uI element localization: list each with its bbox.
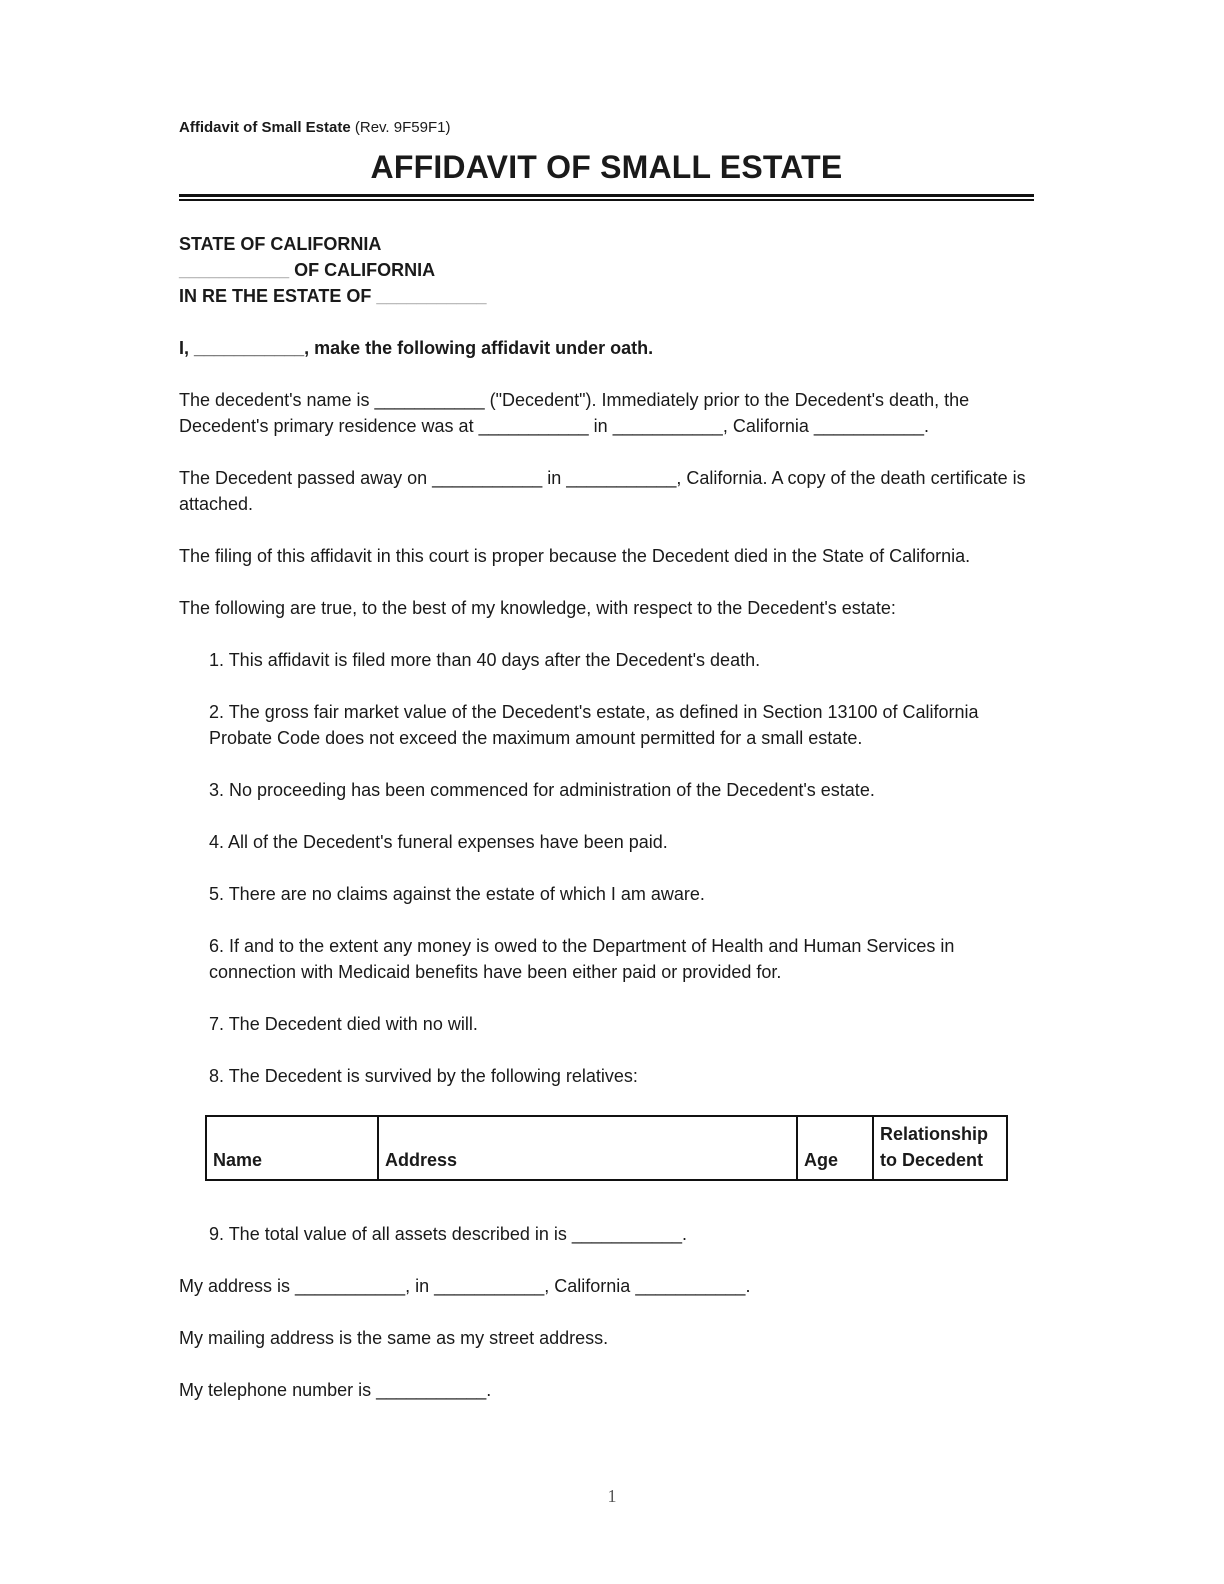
document-title: AFFIDAVIT OF SMALL ESTATE [370, 149, 843, 185]
caption-state: STATE OF CALIFORNIA [179, 234, 382, 254]
list-item: 8. The Decedent is survived by the following relatives: [209, 1066, 638, 1086]
list-item: 9. The total value of all assets described in is ___________. [209, 1224, 687, 1244]
relatives-table [205, 1115, 1008, 1181]
caption-county [179, 257, 1034, 283]
county-label: OF CALIFORNIA [289, 260, 436, 280]
passed-away-paragraph: The Decedent passed away on ___________ in ___________, California. A copy of the death certificate is attached. [179, 468, 1026, 514]
col-header-relationship: Relationship to Decedent [873, 1116, 1007, 1180]
address-paragraph: My address is ___________, in ___________, California ___________. [179, 1276, 751, 1296]
oath-statement: I, ___________, make the following affidavit under oath. [179, 338, 654, 358]
list-item: 1. This affidavit is filed more than 40 days after the Decedent's death. [209, 650, 761, 670]
list-item: 6. If and to the extent any money is owed to the Department of Health and Human Services in connection with Medicaid benefits have been either paid or provided for. [209, 936, 955, 982]
page-number: 1 [607, 1486, 617, 1506]
form-revision: (Rev. 9F59F1) [354, 119, 451, 136]
list-item: 2. The gross fair market value of the Decedent's estate, as defined in Section 13100 of California Probate Code does not exceed the maximum amount permitted for a small estate. [209, 702, 979, 748]
title-rule [179, 194, 1034, 201]
col-header-address: Address [378, 1116, 797, 1180]
following-paragraph: The following are true, to the best of my knowledge, with respect to the Decedent's estate: [179, 598, 896, 618]
estate-blank[interactable]: ___________ [376, 286, 487, 306]
table-header-row [206, 1116, 1007, 1180]
list-item: 7. The Decedent died with no will. [209, 1014, 478, 1034]
form-name: Affidavit of Small Estate [179, 119, 351, 136]
col-header-age: Age [797, 1116, 873, 1180]
decedent-name-paragraph: The decedent's name is ___________ ("Decedent"). Immediately prior to the Decedent's death, the Decedent's primary residence was at ___________ in ___________, California ___________. [179, 390, 970, 436]
case-caption [179, 231, 1034, 309]
col-header-name: Name [206, 1116, 378, 1180]
list-item: 4. All of the Decedent's funeral expenses have been paid. [209, 832, 668, 852]
county-blank[interactable]: ___________ [179, 260, 290, 280]
telephone-paragraph: My telephone number is ___________. [179, 1380, 492, 1400]
filing-paragraph: The filing of this affidavit in this court is proper because the Decedent died in the State of California. [179, 546, 971, 566]
caption-estate [179, 283, 1034, 309]
list-item: 3. No proceeding has been commenced for administration of the Decedent's estate. [209, 780, 875, 800]
estate-label: IN RE THE ESTATE OF [179, 286, 377, 306]
mailing-paragraph: My mailing address is the same as my street address. [179, 1328, 609, 1348]
form-header [179, 118, 1034, 138]
list-item: 5. There are no claims against the estate of which I am aware. [209, 884, 705, 904]
document-page [179, 118, 1034, 1403]
